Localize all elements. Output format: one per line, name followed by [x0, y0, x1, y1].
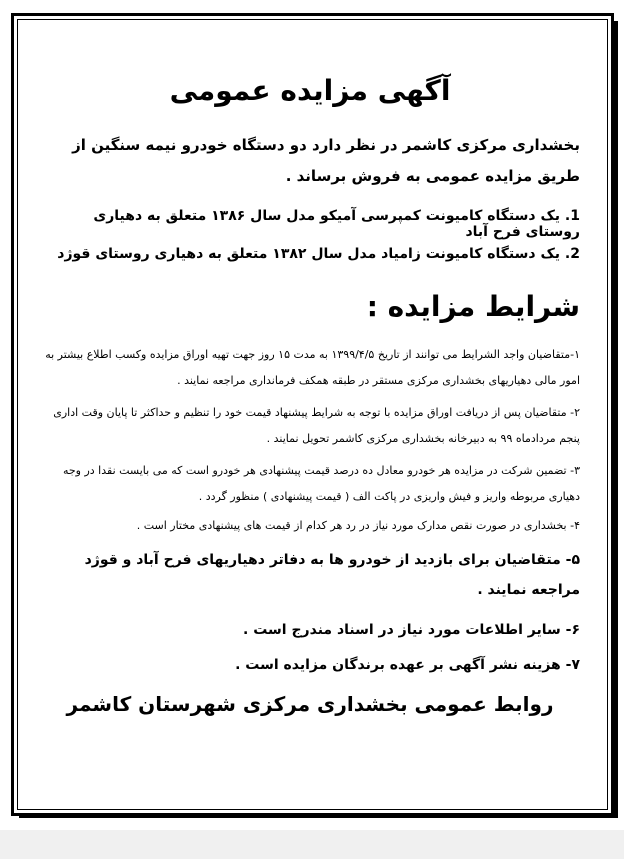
condition-5: ۵- متقاضیان برای بازدید از خودرو ها به دفاتر دهیاریهای فرح آباد و قوژد مراجعه نمایند . — [84, 552, 580, 598]
condition-2: ۲- متقاضیان پس از دریافت اوراق مزایده با توجه به شرایط پیشنهاد قیمت خود را تنظیم و حداکثر تا پایان وقت اداری پنجم مردادماه ۹۹ به دبیرخانه بخشداری مرکزی کاشمر تحویل نمایند . — [53, 406, 580, 445]
condition-6: ۶- سایر اطلاعات مورد نیاز در اسناد مندرج است . — [243, 622, 580, 638]
vehicle-item-1: 1. یک دستگاه کامیونت کمپرسی آمیکو مدل سال ۱۳۸۶ متعلق به دهیاری روستای فرح آباد — [93, 208, 580, 240]
condition-3: ۳- تضمین شرکت در مزایده هر خودرو معادل ده درصد قیمت پیشنهادی هر خودرو است که می بایست نقدا در وجه دهیاری مربوطه واریز و فیش واریزی در پاکت الف ( قیمت پیشنهادی ) منظور گردد . — [62, 464, 580, 503]
viewer-bottom-bar — [0, 830, 624, 859]
signature-line: روابط عمومی بخشداری مرکزی شهرستان کاشمر — [66, 692, 554, 716]
notice-title: آگهی مزایده عمومی — [169, 74, 451, 107]
condition-4: ۴- بخشداری در صورت نقص مدارک مورد نیاز در رد هر کدام از قیمت های پیشنهادی مختار است . — [136, 519, 580, 532]
conditions-heading: شرایط مزایده : — [366, 290, 580, 323]
condition-1: ۱-متقاضیان واجد الشرایط می توانند از تاریخ ۱۳۹۹/۴/۵ به مدت ۱۵ روز جهت تهیه اوراق مزایده وکسب اطلاع بیشتر به امور مالی دهیاریهای بخشداری مرکزی مستقر در طبقه همکف فرمانداری مراجعه نمایند . — [45, 348, 580, 387]
condition-7: ۷- هزینه نشر آگهی بر عهده برندگان مزایده است . — [235, 657, 580, 673]
notice-intro: بخشداری مرکزی کاشمر در نظر دارد دو دستگاه خودرو نیمه سنگین از طریق مزایده عمومی به فروش برساند . — [72, 136, 580, 185]
vehicle-item-2: 2. یک دستگاه کامیونت زامیاد مدل سال ۱۳۸۲ متعلق به دهیاری روستای قوژد — [57, 246, 580, 262]
